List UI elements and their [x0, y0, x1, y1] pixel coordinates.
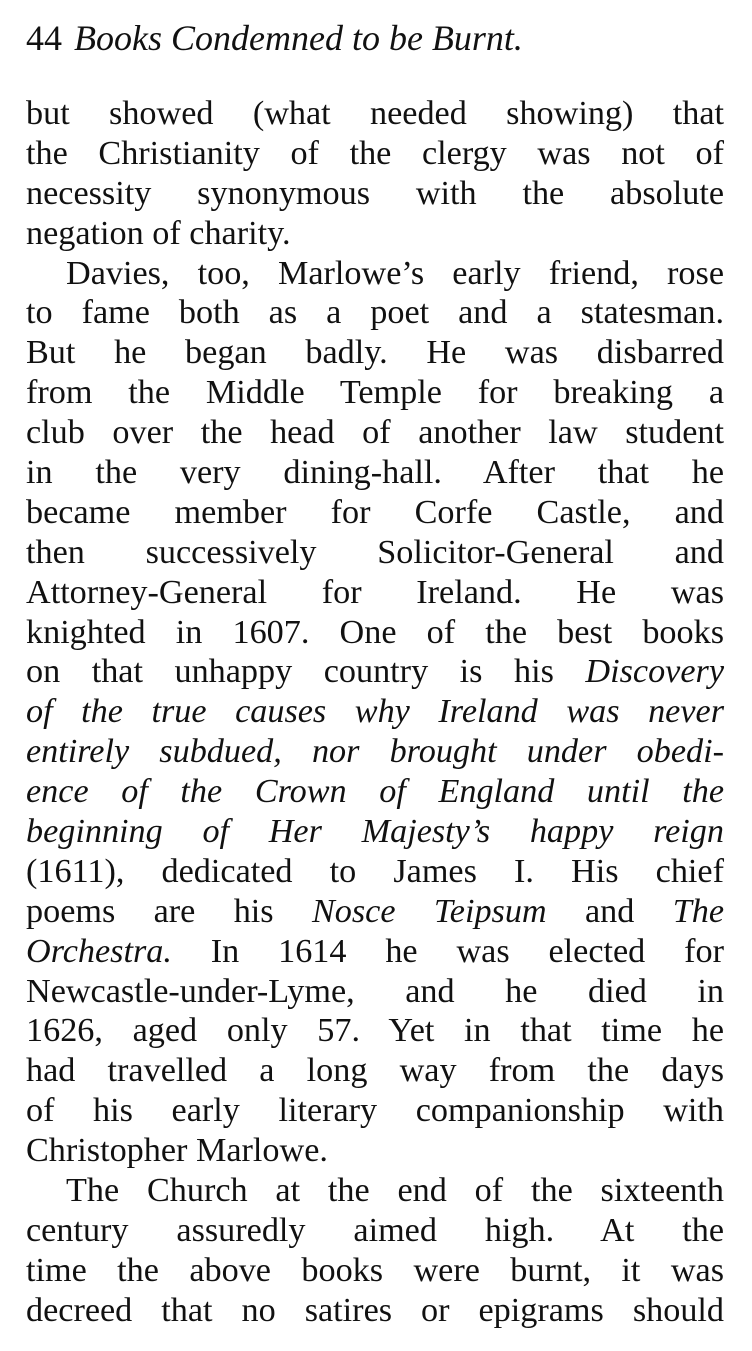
text-segment: became member for Corfe Castle, and: [26, 493, 724, 531]
italic-text: Discovery: [585, 653, 724, 691]
text-segment: century assuredly aimed high. At the: [26, 1211, 724, 1249]
text-segment: decreed that no satires or epigrams should: [26, 1291, 724, 1329]
text-line: [26, 652, 724, 692]
text-line: [26, 1291, 724, 1331]
text-line: [26, 1011, 724, 1051]
text-segment: (1611), dedicated to James I. His chief: [26, 852, 724, 890]
text-line: [26, 1051, 724, 1091]
text-line: [26, 493, 724, 533]
text-segment: had travelled a long way from the days: [26, 1052, 724, 1090]
text-segment: Newcastle-under-Lyme, and he died in: [26, 972, 724, 1010]
book-page: [26, 14, 724, 1331]
italic-text: beginning of Her Majesty’s happy reign: [26, 813, 724, 851]
text-segment: club over the head of another law student: [26, 414, 724, 452]
text-line: [26, 1251, 724, 1291]
text-line: [26, 573, 724, 613]
italic-text: of the true causes why Ireland was never: [26, 693, 724, 731]
text-line: [26, 373, 724, 413]
text-line: [26, 453, 724, 493]
text-line: [26, 1171, 724, 1211]
text-line: [26, 333, 724, 373]
text-segment: but showed (what needed showing) that: [26, 95, 724, 132]
text-line: [26, 812, 724, 852]
text-line: [26, 932, 724, 972]
text-segment: then successively Solicitor-General and: [26, 533, 724, 571]
text-line: [26, 94, 724, 134]
text-line: [26, 1131, 724, 1171]
text-line: [26, 293, 724, 333]
running-title: Books Condemned to be Burnt.: [74, 18, 523, 58]
text-segment: in the very dining-hall. After that he: [26, 454, 724, 492]
text-segment: In 1614 he was elected for: [171, 932, 724, 970]
text-line: [26, 892, 724, 932]
text-line: [26, 972, 724, 1012]
text-segment: Christopher Marlowe.: [26, 1132, 328, 1170]
text-line: [26, 692, 724, 732]
text-segment: time the above books were burnt, it was: [26, 1251, 724, 1289]
page-number: 44: [26, 18, 62, 58]
text-segment: necessity synonymous with the absolute: [26, 174, 724, 212]
text-line: [26, 174, 724, 214]
paragraph: [26, 94, 724, 254]
text-line: [26, 533, 724, 573]
text-segment: The Church at the end of the sixteenth: [66, 1172, 724, 1210]
paragraph: [26, 254, 724, 1171]
italic-text: Nosce Teipsum: [311, 892, 547, 930]
text-segment: the Christianity of the clergy was not of: [26, 134, 724, 172]
text-line: [26, 852, 724, 892]
italic-text: ence of the Crown of England until the: [26, 773, 724, 811]
text-line: [26, 1091, 724, 1131]
text-segment: But he began badly. He was disbarred: [26, 334, 724, 372]
text-segment: from the Middle Temple for breaking a: [26, 374, 724, 412]
running-header: [26, 14, 724, 62]
text-segment: to fame both as a poet and a statesman.: [26, 294, 724, 332]
text-segment: poems are his: [26, 892, 312, 930]
text-line: [26, 214, 724, 254]
text-segment: negation of charity.: [26, 214, 291, 252]
italic-text: The: [672, 892, 724, 930]
text-line: [26, 1211, 724, 1251]
text-line: [26, 413, 724, 453]
text-segment: on that unhappy country is his: [26, 653, 586, 691]
text-line: [26, 134, 724, 174]
text-segment: knighted in 1607. One of the best books: [26, 613, 724, 651]
text-line: [26, 772, 724, 812]
text-line: [26, 613, 724, 653]
text-line: [26, 732, 724, 772]
body-text: [26, 94, 724, 1331]
text-segment: 1626, aged only 57. Yet in that time he: [26, 1012, 724, 1050]
italic-text: entirely subdued, nor brought under obedi-: [26, 733, 724, 771]
italic-text: Orchestra.: [26, 932, 172, 970]
paragraph: [26, 1171, 724, 1331]
text-segment: Davies, too, Marlowe’s early friend, rose: [66, 254, 724, 292]
text-segment: of his early literary companionship with: [26, 1092, 724, 1130]
text-segment: and: [546, 892, 673, 930]
text-line: [26, 254, 724, 294]
text-segment: Attorney-General for Ireland. He was: [26, 573, 724, 611]
